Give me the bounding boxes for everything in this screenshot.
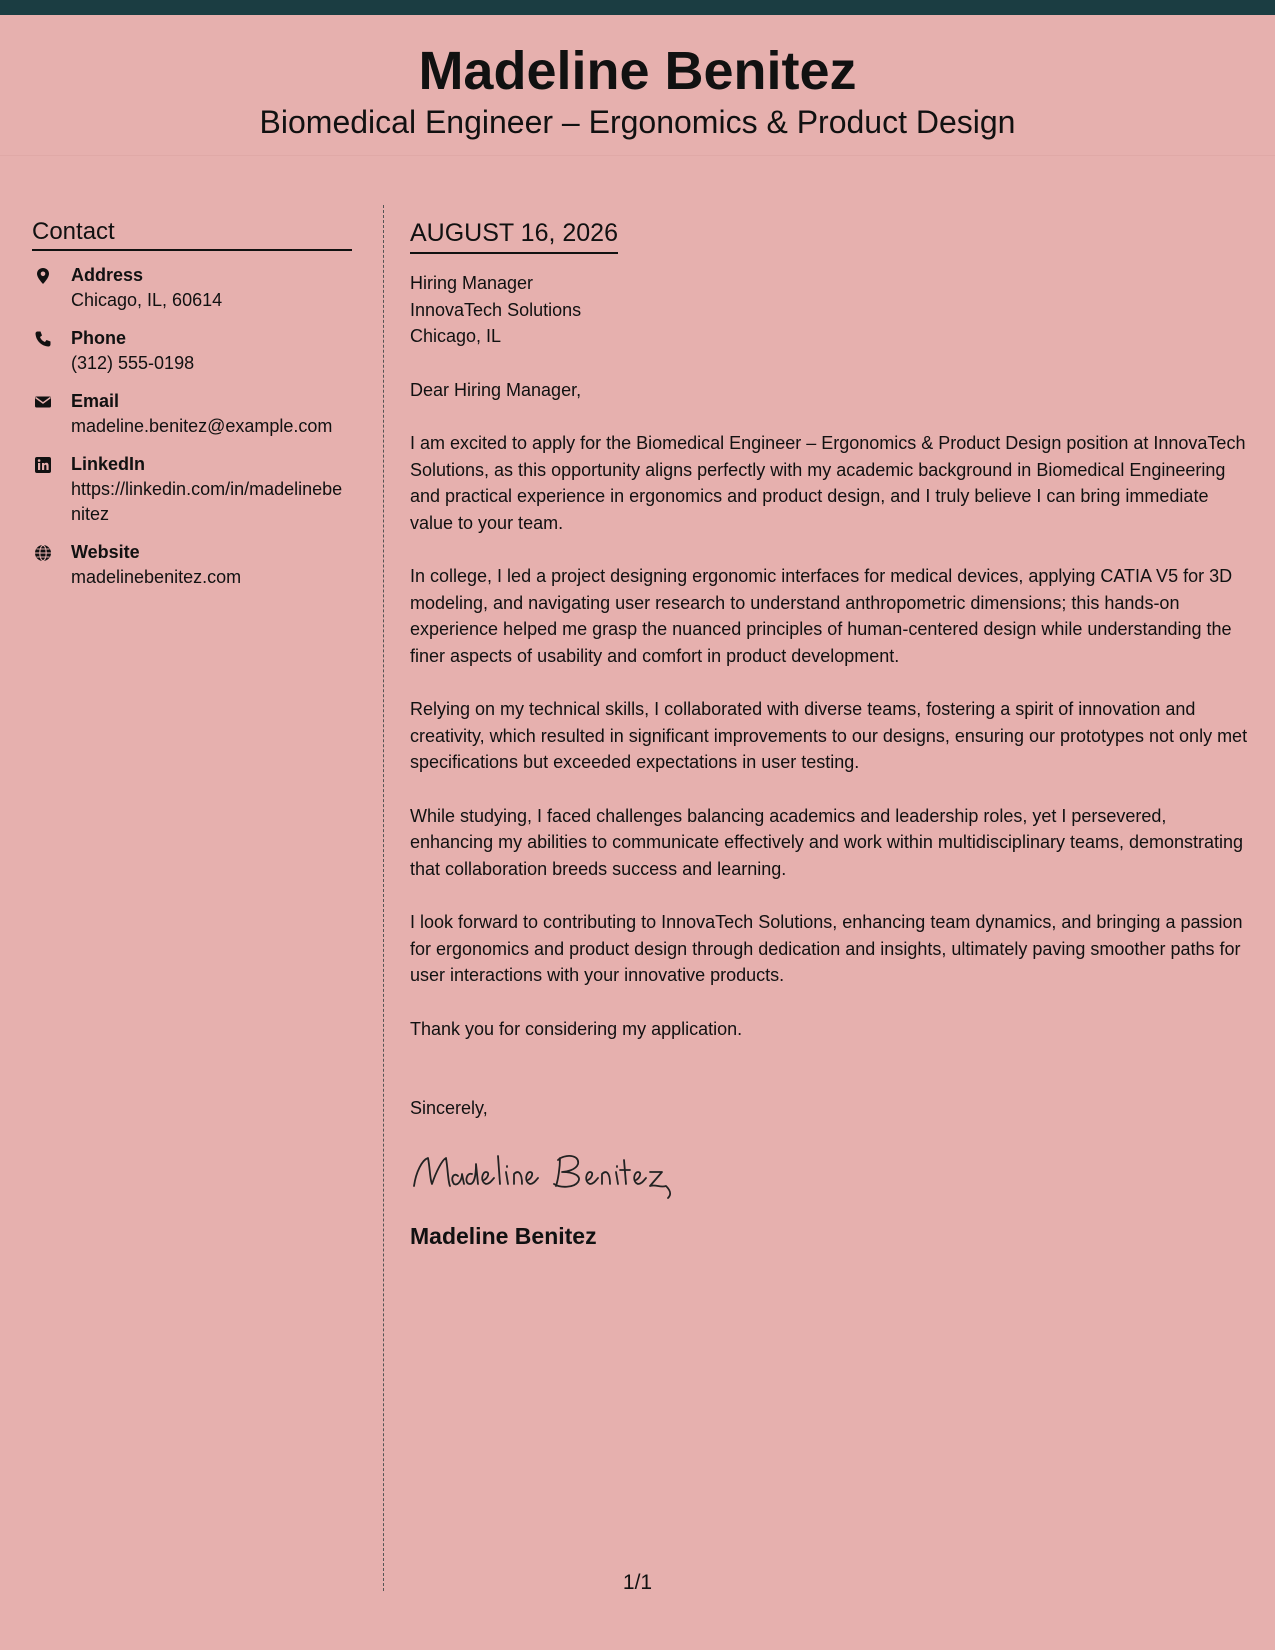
contact-phone — [32, 326, 352, 376]
recipient-line: Chicago, IL — [410, 326, 502, 346]
phone-icon — [34, 330, 52, 348]
contact-label: Website — [71, 541, 140, 562]
letter-paragraph: I look forward to contributing to InnovaTech Solutions, enhancing team dynamics, and bringing a passion for ergonomics and product design through dedication and insights, ultimately paving smoother paths for user interactions with your innovative products. — [410, 912, 1243, 985]
contact-heading: Contact — [32, 218, 352, 251]
contact-website — [32, 540, 352, 590]
top-accent-bar — [0, 0, 1275, 15]
letter-paragraph: Thank you for considering my application. — [410, 1018, 743, 1039]
letter-paragraph: Relying on my technical skills, I collaborated with diverse teams, fostering a spirit of innovation and creativity, which resulted in significant improvements to our designs, ensuring our prototypes not only met specifications but exceeded expectations in user testing. — [410, 699, 1248, 772]
column-divider — [383, 205, 384, 1591]
envelope-icon — [34, 393, 52, 411]
handwritten-signature — [410, 1142, 680, 1202]
contact-email — [32, 389, 352, 439]
contact-sidebar — [32, 218, 352, 590]
contact-label: Address — [71, 264, 144, 285]
recipient-line: Hiring Manager — [410, 273, 534, 293]
letter-paragraph: While studying, I faced challenges balancing academics and leadership roles, yet I persevered, enhancing my abilities to communicate effectively and work within multidisciplinary teams, demonstrating that collaboration breeds success and learning. — [410, 805, 1244, 879]
map-pin-icon — [34, 267, 52, 285]
contact-value: (312) 555-0198 — [71, 352, 195, 373]
letter-header — [0, 15, 1275, 156]
contact-label: LinkedIn — [71, 453, 146, 474]
globe-icon — [34, 544, 52, 562]
contact-label: Phone — [71, 327, 127, 348]
letter-paragraph: In college, I led a project designing ergonomic interfaces for medical devices, applying CATIA V5 for 3D modeling, and navigating user research to understand anthropometric dimensions; this hands-on experience helped me grasp the nuanced principles of human-centered design while understanding the finer aspects of usability and comfort in product development. — [410, 566, 1233, 666]
contact-address — [32, 263, 352, 313]
printed-name: Madeline Benitez — [410, 1223, 597, 1249]
letter-paragraph: I am excited to apply for the Biomedical Engineer – Ergonomics & Product Design position at InnovaTech Solutions, as this opportunity aligns perfectly with my academic background in Biomedical Engineering and practical experience in ergonomics and product design, and I truly believe I can bring immediate value to your team. — [410, 433, 1246, 533]
letter-body — [410, 218, 1250, 1250]
recipient-block — [410, 270, 1250, 350]
contact-value: madeline.benitez@example.com — [71, 415, 333, 436]
contact-label: Email — [71, 390, 120, 411]
applicant-name: Madeline Benitez — [418, 41, 857, 101]
letter-date: AUGUST 16, 2026 — [410, 218, 618, 254]
salutation: Dear Hiring Manager, — [410, 379, 582, 400]
linkedin-icon — [34, 456, 52, 474]
applicant-role: Biomedical Engineer – Ergonomics & Product Design — [259, 104, 1016, 140]
contact-value: Chicago, IL, 60614 — [71, 289, 223, 310]
page-number: 1/1 — [622, 1571, 653, 1594]
contact-linkedin — [32, 452, 352, 527]
contact-value: madelinebenitez.com — [71, 566, 242, 587]
recipient-line: InnovaTech Solutions — [410, 299, 582, 320]
closing: Sincerely, — [410, 1098, 488, 1118]
contact-value: https://linkedin.com/in/madelinebenitez — [71, 478, 343, 524]
